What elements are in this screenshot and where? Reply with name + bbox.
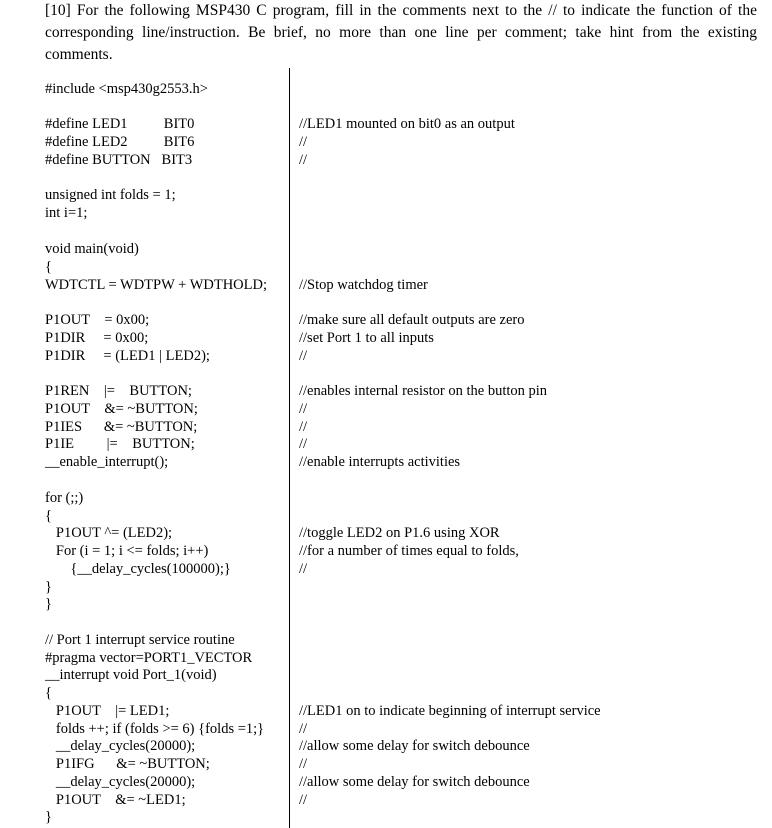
code-wdtctl: WDTCTL = WDTPW + WDTHOLD; (45, 277, 268, 293)
comment-p1dir-leds: // (299, 348, 308, 364)
code-define-led2: #define LED2 BIT6 (45, 134, 195, 150)
code-p1dir-leds: P1DIR = (LED1 | LED2); (45, 348, 210, 364)
comment-isr-delay-1: //allow some delay for switch debounce (299, 738, 530, 754)
code-isr-delay-2: __delay_cycles(20000); (45, 774, 196, 790)
comment-p1ren: //enables internal resistor on the button pin (299, 383, 548, 399)
comment-isr-led1-on: //LED1 on to indicate beginning of interrupt service (299, 703, 601, 719)
comment-button: // (299, 152, 308, 168)
code-isr-signature: __interrupt void Port_1(void) (45, 667, 217, 683)
code-define-led1: #define LED1 BIT0 (45, 116, 195, 132)
code-isr-delay-1: __delay_cycles(20000); (45, 738, 196, 754)
code-pragma: #pragma vector=PORT1_VECTOR (45, 650, 253, 666)
code-p1ies: P1IES &= ~BUTTON; (45, 419, 198, 435)
code-delay-100000: {__delay_cycles(100000);} (45, 561, 231, 577)
comment-isr-delay-2: //allow some delay for switch debounce (299, 774, 530, 790)
comment-wdtctl: //Stop watchdog timer (299, 277, 428, 293)
question-text: [10] For the following MSP430 C program, fill in the comments next to the // to indicate the function of the corresponding line/instruction. Be brief, no more than one line per comment; take hint from the existing comments. (45, 2, 757, 63)
code-enable-interrupt: __enable_interrupt(); (45, 454, 169, 470)
code-p1out-init: P1OUT = 0x00; (45, 312, 150, 328)
code-p1out-button: P1OUT &= ~BUTTON; (45, 401, 198, 417)
comment-led1: //LED1 mounted on bit0 as an output (299, 116, 515, 132)
code-for-loop: for (;;) (45, 490, 84, 506)
code-isr-comment: // Port 1 interrupt service routine (45, 632, 235, 648)
comment-p1out-init: //make sure all default outputs are zero (299, 312, 525, 328)
comment-isr-p1ifg: // (299, 756, 308, 772)
comment-enable-interrupt: //enable interrupts activities (299, 454, 461, 470)
column-divider (289, 68, 290, 828)
comment-p1ies: // (299, 419, 308, 435)
code-isr-brace-close: } (45, 809, 52, 825)
comment-p1dir-init: //set Port 1 to all inputs (299, 330, 434, 346)
code-p1dir-init: P1DIR = 0x00; (45, 330, 149, 346)
code-p1ren: P1REN |= BUTTON; (45, 383, 192, 399)
code-isr-led1-on: P1OUT |= LED1; (45, 703, 170, 719)
code-folds-decl: unsigned int folds = 1; (45, 187, 176, 203)
comment-p1out-button: // (299, 401, 308, 417)
code-for-brace-open: { (45, 508, 52, 524)
comment-inner-for: //for a number of times equal to folds, (299, 543, 519, 559)
comment-led2: // (299, 134, 308, 150)
code-isr-brace-open: { (45, 685, 52, 701)
code-toggle-led2: P1OUT ^= (LED2); (45, 525, 173, 541)
code-brace-open: { (45, 259, 52, 275)
code-isr-led1-off: P1OUT &= ~LED1; (45, 792, 186, 808)
code-define-button: #define BUTTON BIT3 (45, 152, 193, 168)
comment-delay-100000: // (299, 561, 308, 577)
code-main-brace-close: } (45, 596, 52, 612)
code-for-brace-close: } (45, 579, 52, 595)
code-main-signature: void main(void) (45, 241, 139, 257)
code-inner-for: For (i = 1; i <= folds; i++) (45, 543, 209, 559)
comment-p1ie: // (299, 436, 308, 452)
code-isr-folds: folds ++; if (folds >= 6) {folds =1;} (45, 721, 265, 737)
code-i-decl: int i=1; (45, 205, 88, 221)
code-isr-p1ifg: P1IFG &= ~BUTTON; (45, 756, 210, 772)
code-include: #include <msp430g2553.h> (45, 81, 208, 97)
comment-isr-folds: // (299, 721, 308, 737)
code-p1ie: P1IE |= BUTTON; (45, 436, 195, 452)
comment-toggle-led2: //toggle LED2 on P1.6 using XOR (299, 525, 500, 541)
comment-isr-led1-off: // (299, 792, 308, 808)
